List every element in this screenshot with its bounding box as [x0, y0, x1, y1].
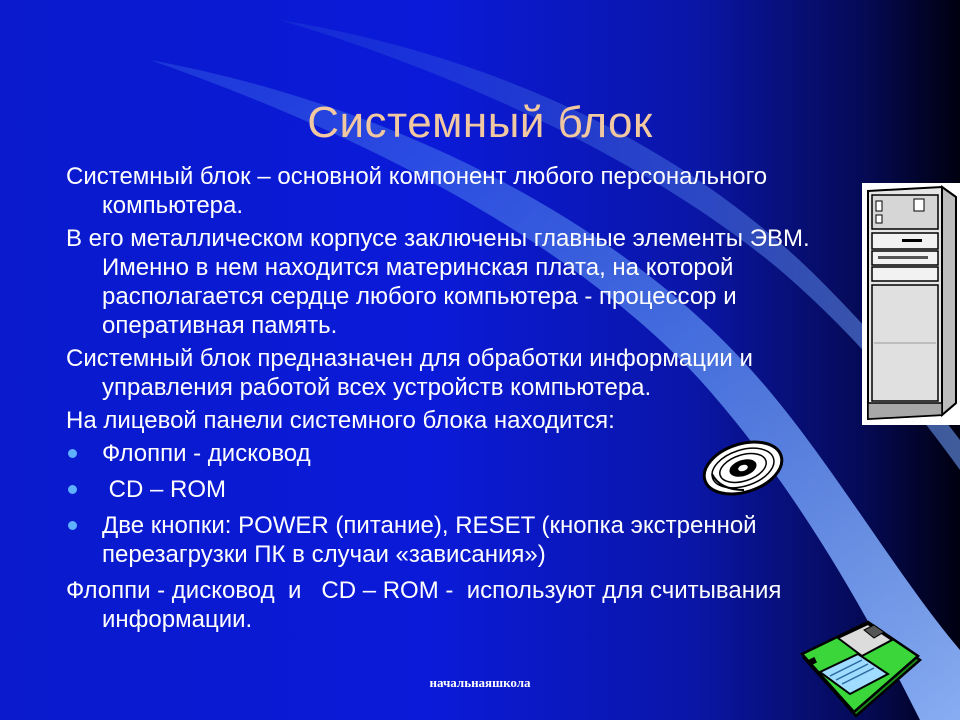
closing-paragraph: Флоппи - дисковод и CD – ROM - используют для считывания информации.	[66, 577, 789, 633]
footer-text: начальнаяшкола	[429, 675, 531, 690]
bullet-item-3	[66, 511, 866, 569]
bullet-text-2: CD – ROM	[102, 476, 227, 503]
slide-content	[66, 162, 866, 638]
paragraph-4: На лицевой панели системного блока находится:	[66, 407, 615, 434]
bullet-text-1: Флоппи - дисковод	[102, 440, 311, 467]
bullet-dot-icon	[68, 449, 77, 458]
paragraph-2: В его металлическом корпусе заключены главные элементы ЭВМ. Именно в нем находится материнская плата, на которой располагается сердце любого компьютера - процессор и оперативная память.	[66, 225, 810, 339]
slide-title: Системный блок	[307, 98, 653, 147]
floppy-disk-icon	[800, 620, 925, 720]
cd-disc-icon	[700, 440, 786, 496]
bullet-text-3: Две кнопки: POWER (питание), RESET (кнопка экстренной перезагрузки ПК в случаи «зависания»)	[102, 512, 757, 568]
paragraph-1: Системный блок – основной компонент любого персонального компьютера.	[66, 163, 768, 219]
bullet-dot-icon	[68, 485, 77, 494]
pc-tower-icon	[862, 183, 960, 425]
paragraph-3: Системный блок предназначен для обработки информации и управления работой всех устройств компьютера.	[66, 345, 753, 401]
bullet-dot-icon	[68, 521, 77, 530]
